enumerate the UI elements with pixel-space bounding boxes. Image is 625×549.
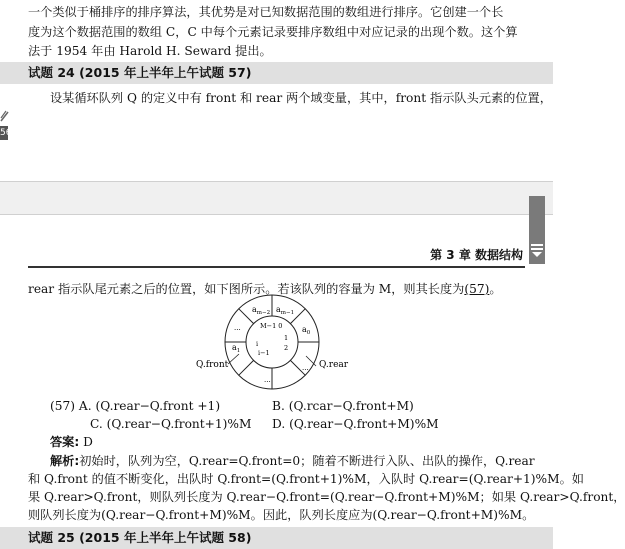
slot-dots-right: ... [302,364,309,372]
slot-dots-bottom: ... [264,376,271,384]
front-label: Q.front [196,360,229,370]
slot-dots-left: ... [234,324,241,332]
analysis-line [50,453,535,469]
analysis-label: 解析: [50,454,80,468]
answer-value: D [79,435,93,449]
answer-blank: (57) [464,282,490,296]
rear-label: Q.rear [319,360,349,370]
analysis-line: 果 Q.rear>Q.front，则队列长度为 Q.rear−Q.front=(Q.rear−Q.front+M)%M；如果 Q.rear>Q.front， [28,490,625,504]
answer-line [50,434,93,450]
chapter-rule [28,266,525,268]
slot-a1: $a_1$ [232,343,241,354]
paragraph-line: 一个类似于桶排序的排序算法，其优势是对已知数据范围的数组进行排序。它创建一个长 [28,5,504,19]
inner-label-2: 2 [284,344,289,352]
option-b: B. (Q.rcar−Q.front+M) [272,399,414,413]
page-gap [0,181,553,215]
option-a: (57) A. (Q.rear−Q.front +1) [50,399,221,413]
option-c: C. (Q.rear−Q.front+1)%M [90,417,252,431]
paragraph-line: 度为这个数据范围的数组 C，C 中每个元素记录要排序数组中对应记录的出现个数。这个算 [28,25,518,39]
chapter-heading: 第 3 章 数据结构 [430,248,523,262]
scroll-down-tab[interactable] [529,196,545,264]
arrow-down-icon [531,244,543,258]
inner-label-top: M−1 0 [260,322,283,330]
slot-a-m1: $a_{m-1}$ [276,305,295,316]
answer-label: 答案: [50,435,80,449]
question-24-header: 试题 24 (2015 年上半年上午试题 57) [0,62,553,84]
question-text-end: 。 [489,282,502,296]
question-text: rear 指示队尾元素之后的位置，如下图所示。若该队列的容量为 M，则其长度为 [28,282,465,296]
analysis-line: 和 Q.front 的值不断变化，出队时 Q.front=(Q.front+1)%M，入队时 Q.rear=(Q.rear+1)%M。如 [28,472,584,486]
circular-queue-diagram [192,294,362,390]
inner-label-1: 1 [284,334,289,342]
analysis-text: 初始时，队列为空，Q.rear=Q.front=0；随着不断进行入队、出队的操作，Q.rear [79,454,535,468]
page-number-tab: 56 [0,128,12,138]
front-pointer [228,354,239,364]
slot-a0: $a_0$ [302,325,311,336]
option-d: D. (Q.rear−Q.front+M)%M [272,417,439,431]
question-25-header: 试题 25 (2015 年上半年上午试题 58) [0,527,553,549]
inner-label-i: i [256,340,259,348]
paragraph-line: 法于 1954 年由 Harold H. Seward 提出。 [28,44,272,58]
inner-label-i1: i−1 [258,349,270,357]
question-intro: 设某循环队列 Q 的定义中有 front 和 rear 两个域变量，其中，front 指示队头元素的位置， [50,91,552,105]
slot-a-m2: $a_{m-2}$ [252,305,271,316]
analysis-line: 则队列长度为(Q.rear−Q.front+M)%M。因此，队列长度应为(Q.rear−Q.front+M)%M。 [28,508,535,522]
pencil-icon[interactable] [0,108,9,122]
